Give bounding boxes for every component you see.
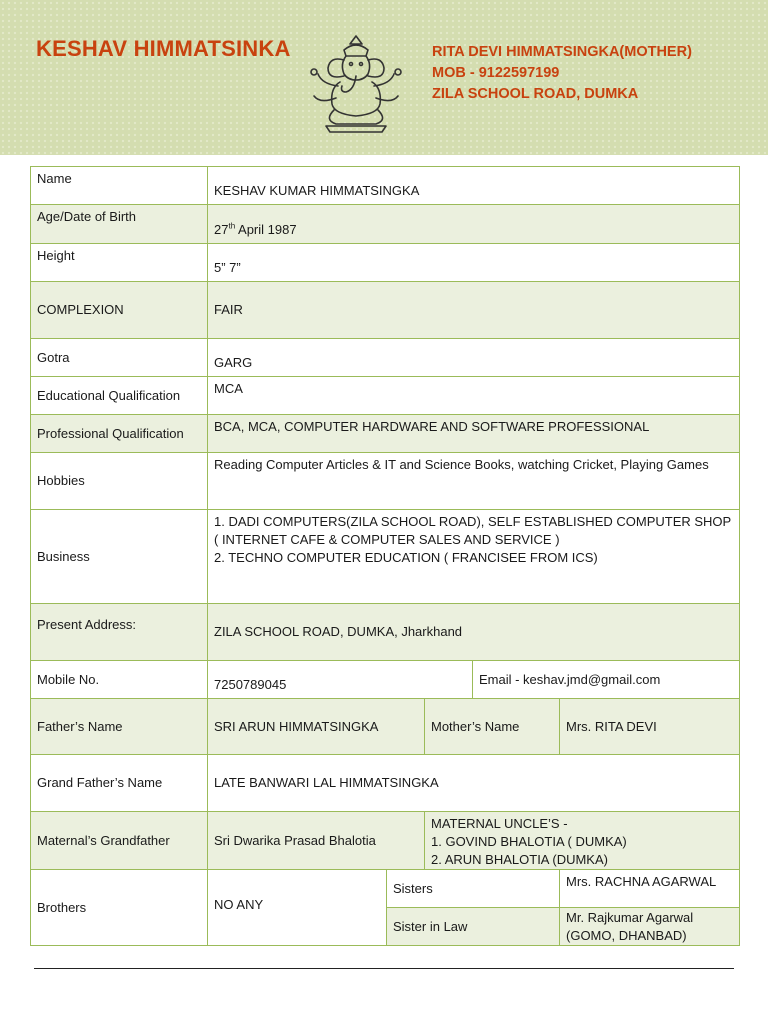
education-label: Educational Qualification [31, 377, 208, 415]
business-line-2: 2. TECHNO COMPUTER EDUCATION ( FRANCISEE FROM ICS) [214, 550, 598, 565]
uncle-2: 2. ARUN BHALOTIA (DUMKA) [431, 852, 608, 867]
education-value: MCA [208, 377, 740, 415]
table-row [31, 755, 740, 812]
dob-day: 27 [214, 222, 229, 237]
sister-in-law-value [560, 908, 740, 946]
professional-value: BCA, MCA, COMPUTER HARDWARE AND SOFTWARE PROFESSIONAL [208, 415, 740, 453]
grandfather-value: LATE BANWARI LAL HIMMATSINGKA [208, 755, 740, 812]
table-row [31, 377, 740, 415]
uncles-title: MATERNAL UNCLE’S - [431, 816, 568, 831]
table-row [31, 453, 740, 510]
sisters-label: Sisters [387, 870, 560, 908]
email-value: Email - keshav.jmd@gmail.com [473, 661, 740, 699]
mobile-value: 7250789045 [208, 661, 473, 699]
sisters-value: Mrs. RACHNA AGARWAL [560, 870, 740, 908]
height-value: 5” 7” [208, 244, 740, 282]
gotra-value: GARG [208, 339, 740, 377]
grandfather-label: Grand Father’s Name [31, 755, 208, 812]
dob-rest: April 1987 [235, 222, 297, 237]
brothers-label: Brothers [31, 870, 208, 946]
sister-in-law-name: Mr. Rajkumar Agarwal [566, 909, 694, 925]
table-row [31, 699, 740, 755]
mother-value: Mrs. RITA DEVI [560, 699, 740, 755]
father-label: Father’s Name [31, 699, 208, 755]
dob-value [208, 205, 740, 244]
address-value: ZILA SCHOOL ROAD, DUMKA, Jharkhand [208, 604, 740, 661]
brothers-value: NO ANY [208, 870, 387, 946]
hobbies-value: Reading Computer Articles & IT and Science Books, watching Cricket, Playing Games [208, 453, 740, 510]
maternal-label: Maternal’s Grandfather [31, 812, 208, 870]
table-row [31, 870, 740, 908]
table-row [31, 167, 740, 205]
dob-suffix: th [228, 221, 236, 231]
biodata-table [30, 166, 740, 946]
mobile-label: Mobile No. [31, 661, 208, 699]
candidate-name-title: KESHAV HIMMATSINKA [36, 36, 291, 61]
table-row [31, 604, 740, 661]
table-row [31, 510, 740, 604]
complexion-label: COMPLEXION [31, 282, 208, 339]
footer-divider [34, 968, 734, 969]
maternal-value: Sri Dwarika Prasad Bhalotia [208, 812, 425, 870]
sister-in-law-label: Sister in Law [387, 908, 560, 946]
name-value: KESHAV KUMAR HIMMATSINGKA [208, 167, 740, 205]
gotra-label: Gotra [31, 339, 208, 377]
address-label: Present Address: [31, 604, 208, 661]
dob-label: Age/Date of Birth [31, 205, 208, 244]
table-row [31, 339, 740, 377]
contact-mother: RITA DEVI HIMMATSINGKA(MOTHER) [432, 44, 692, 60]
contact-block [432, 42, 692, 105]
mother-label: Mother’s Name [425, 699, 560, 755]
name-label: Name [31, 167, 208, 205]
business-label: Business [31, 510, 208, 604]
table-row [31, 661, 740, 699]
table-row [31, 415, 740, 453]
business-value [208, 510, 740, 604]
contact-address: ZILA SCHOOL ROAD, DUMKA [432, 86, 639, 102]
table-row [31, 812, 740, 870]
business-line-1: 1. DADI COMPUTERS(ZILA SCHOOL ROAD), SELF ESTABLISHED COMPUTER SHOP ( INTERNET CAFE & COMPUTER SALES AND SERVICE ) [214, 514, 731, 547]
table-row [31, 205, 740, 244]
contact-mobile: MOB - 9122597199 [432, 65, 560, 81]
father-value: SRI ARUN HIMMATSINGKA [208, 699, 425, 755]
uncle-1: 1. GOVIND BHALOTIA ( DUMKA) [431, 834, 627, 849]
complexion-value: FAIR [208, 282, 740, 339]
table-row [31, 282, 740, 339]
hobbies-label: Hobbies [31, 453, 208, 510]
ganesha-icon [300, 34, 418, 134]
professional-label: Professional Qualification [31, 415, 208, 453]
table-row [31, 244, 740, 282]
height-label: Height [31, 244, 208, 282]
maternal-uncles [425, 812, 740, 870]
sister-in-law-place: (GOMO, DHANBAD) [566, 927, 687, 943]
